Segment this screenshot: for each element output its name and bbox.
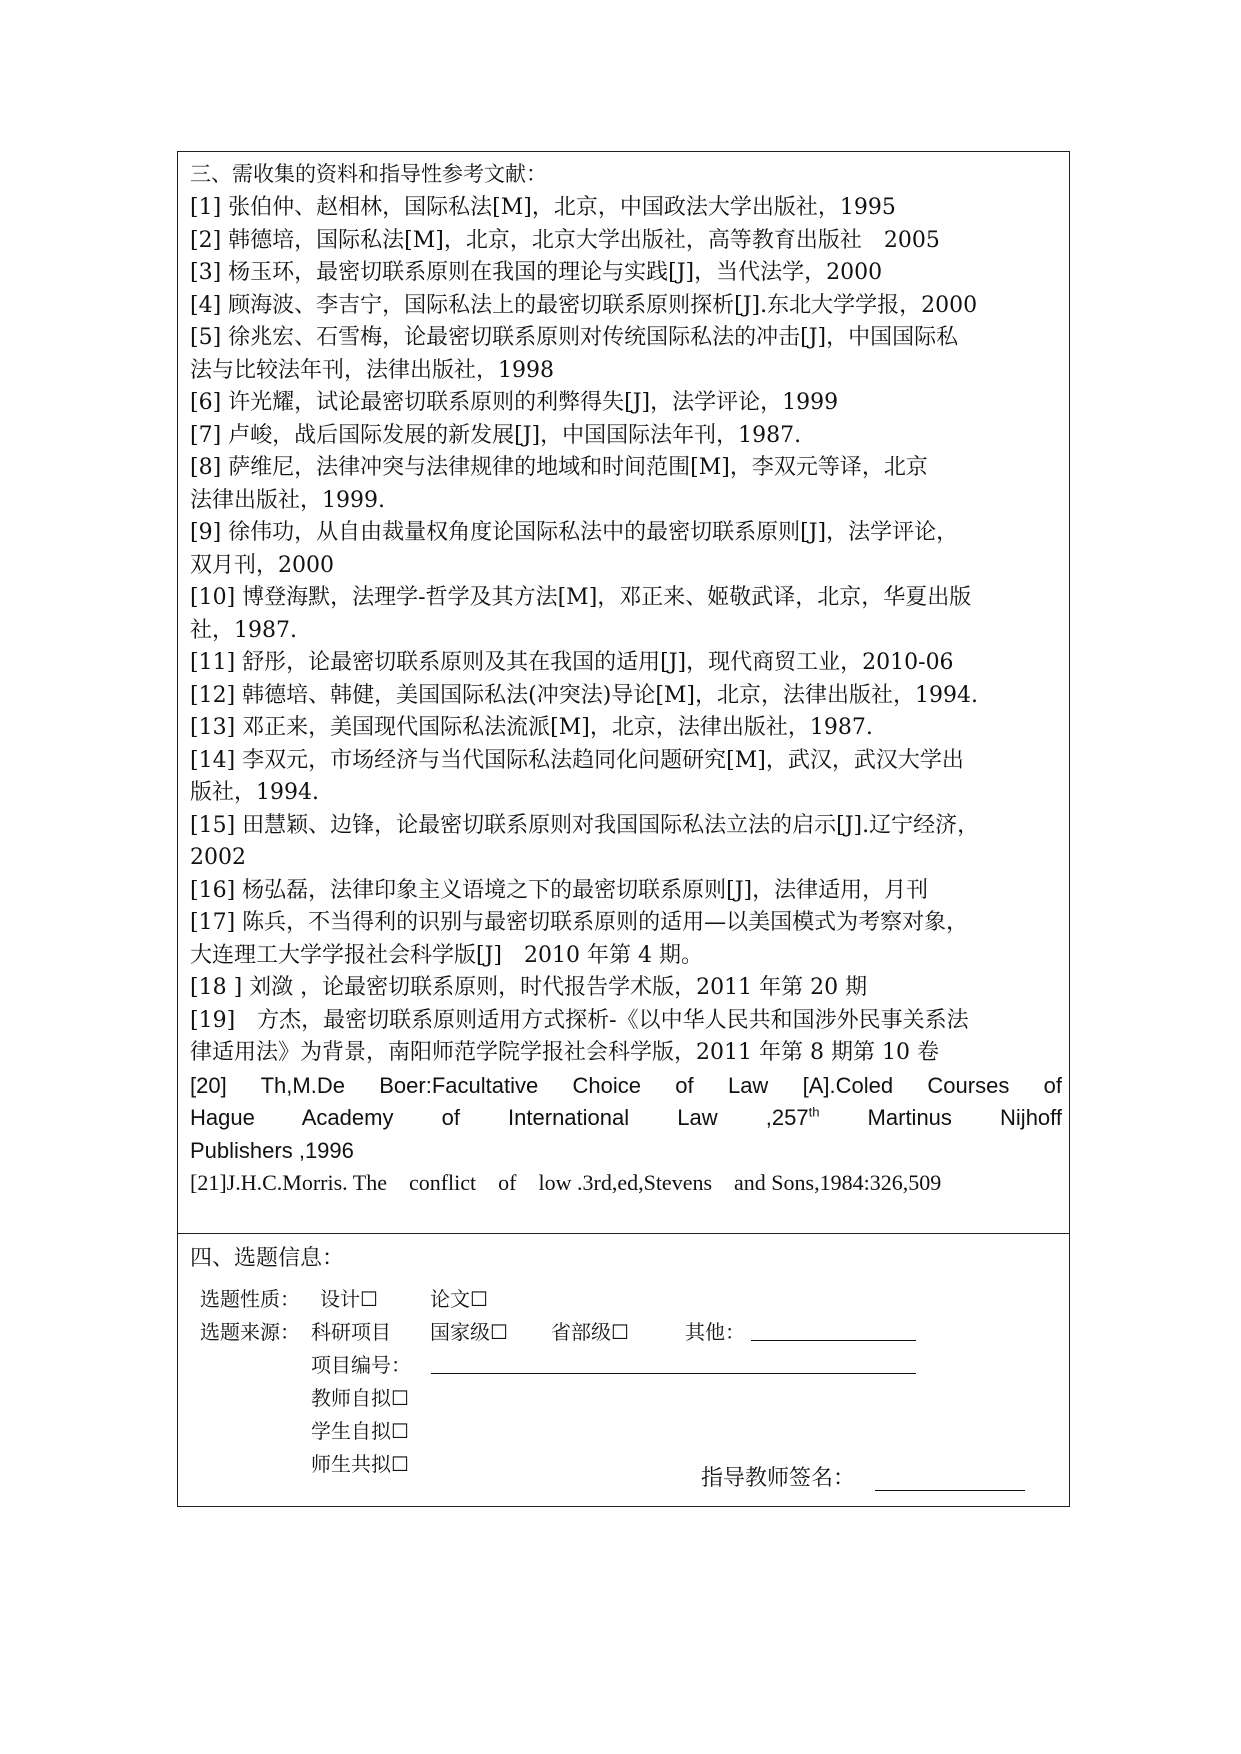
teacher-proposed-checkbox[interactable]: 教师自拟☐ bbox=[311, 1386, 409, 1410]
thesis-checkbox[interactable]: 论文☐ bbox=[430, 1287, 488, 1311]
reference-line: 大连理工大学学报社会科学版[J] 2010 年第 4 期。 bbox=[190, 942, 703, 968]
topic-nature-label: 选题性质： bbox=[200, 1287, 300, 1311]
joint-proposed-checkbox[interactable]: 师生共拟☐ bbox=[311, 1452, 409, 1476]
reference-line: [9] 徐伟功，从自由裁量权角度论国际私法中的最密切联系原则[J]，法学评论， bbox=[190, 520, 959, 545]
reference-line: [1] 张伯仲、赵相林，国际私法[M]，北京，中国政法大学出版社，1995 bbox=[190, 195, 896, 220]
reference-line: 法与比较法年刊，法律出版社，1998 bbox=[190, 357, 554, 383]
reference-line: [10] 博登海默，法理学-哲学及其方法[M]，邓正来、姬敬武译，北京，华夏出版 bbox=[190, 585, 972, 610]
signature-input-line[interactable] bbox=[875, 1490, 1025, 1491]
student-proposed-checkbox[interactable]: 学生自拟☐ bbox=[311, 1419, 409, 1443]
references-title: 三、需收集的资料和指导性参考文献： bbox=[190, 162, 547, 186]
reference-line: [13] 邓正来，美国现代国际私法流派[M]，北京，法律出版社，1987. bbox=[190, 715, 873, 740]
reference-line: [3] 杨玉环，最密切联系原则在我国的理论与实践[J]，当代法学，2000 bbox=[190, 260, 883, 285]
ordinal-suffix: th bbox=[808, 1104, 820, 1120]
reference-line: 法律出版社，1999. bbox=[190, 487, 385, 513]
reference-fragment: Hague Academy of International Law ,257 bbox=[190, 1105, 809, 1130]
reference-line: [7] 卢峻，战后国际发展的新发展[J]，中国国际法年刊，1987. bbox=[190, 422, 802, 448]
reference-line: [16] 杨弘磊，法律印象主义语境之下的最密切联系原则[J]，法律适用，月刊 bbox=[190, 877, 929, 903]
reference-line: [12] 韩德培、韩健，美国国际私法(冲突法)导论[M]，北京，法律出版社，1994. bbox=[190, 682, 978, 708]
form-frame bbox=[177, 151, 1070, 1507]
topic-info-section bbox=[178, 1234, 1069, 1506]
reference-line: 社，1987. bbox=[190, 617, 297, 643]
reference-line: [18 ] 刘潋 ，论最密切联系原则，时代报告学术版，2011 年第 20 期 bbox=[190, 975, 868, 1000]
national-level-checkbox[interactable]: 国家级☐ bbox=[430, 1320, 508, 1344]
reference-line: 2002 bbox=[190, 845, 246, 870]
other-label: 其他： bbox=[685, 1320, 745, 1344]
project-number-label: 项目编号： bbox=[311, 1353, 411, 1377]
reference-line: [11] 舒彤，论最密切联系原则及其在我国的适用[J]，现代商贸工业，2010-06 bbox=[190, 650, 954, 675]
reference-line: [6] 许光耀，试论最密切联系原则的利弊得失[J]，法学评论，1999 bbox=[190, 390, 839, 415]
reference-line: 版社，1994. bbox=[190, 780, 319, 805]
reference-line: [5] 徐兆宏、石雪梅，论最密切联系原则对传统国际私法的冲击[J]，中国国际私 bbox=[190, 325, 959, 350]
reference-line: 双月刊，2000 bbox=[190, 552, 334, 578]
reference-line: Publishers ,1996 bbox=[190, 1137, 354, 1163]
topic-source-label: 选题来源： bbox=[200, 1320, 300, 1344]
project-number-input-line[interactable] bbox=[431, 1373, 916, 1374]
reference-line: 律适用法》为背景，南阳师范学院学报社会科学版，2011 年第 8 期第 10 卷 bbox=[190, 1040, 939, 1065]
reference-fragment: Martinus Nijhoff bbox=[819, 1105, 1062, 1130]
reference-line: [17] 陈兵，不当得利的识别与最密切联系原则的适用—以美国模式为考察对象， bbox=[190, 910, 969, 935]
other-input-line[interactable] bbox=[751, 1340, 916, 1341]
research-project-label: 科研项目 bbox=[311, 1320, 391, 1344]
topic-info-title: 四、选题信息： bbox=[190, 1246, 345, 1271]
reference-line: [15] 田慧颖、边锋，论最密切联系原则对我国国际私法立法的启示[J].辽宁经济， bbox=[190, 812, 980, 838]
design-checkbox[interactable]: 设计☐ bbox=[320, 1287, 378, 1311]
reference-line: [19] 方杰，最密切联系原则适用方式探析-《以中华人民共和国涉外民事关系法 bbox=[190, 1007, 969, 1033]
supervisor-signature-label: 指导教师签名： bbox=[701, 1466, 856, 1491]
references-list bbox=[190, 192, 1062, 1200]
reference-line: [4] 顾海波、李吉宁，国际私法上的最密切联系原则探析[J].东北大学学报，2000 bbox=[190, 292, 978, 318]
reference-line: [2] 韩德培，国际私法[M]，北京，北京大学出版社，高等教育出版社 2005 bbox=[190, 227, 940, 253]
reference-line: [14] 李双元，市场经济与当代国际私法趋同化问题研究[M]，武汉，武汉大学出 bbox=[190, 747, 964, 773]
provincial-level-checkbox[interactable]: 省部级☐ bbox=[551, 1320, 629, 1344]
references-section bbox=[178, 152, 1069, 1234]
reference-line: [20] Th,M.De Boer:Facultative Choice of Law [A].Coled Courses of bbox=[190, 1072, 1062, 1098]
reference-line: [21]J.H.C.Morris. The conflict of low .3rd,ed,Stevens and Sons,1984:326,509 bbox=[190, 1170, 942, 1195]
reference-line bbox=[190, 1102, 1062, 1135]
reference-line: [8] 萨维尼，法律冲突与法律规律的地域和时间范围[M]，李双元等译，北京 bbox=[190, 455, 928, 480]
